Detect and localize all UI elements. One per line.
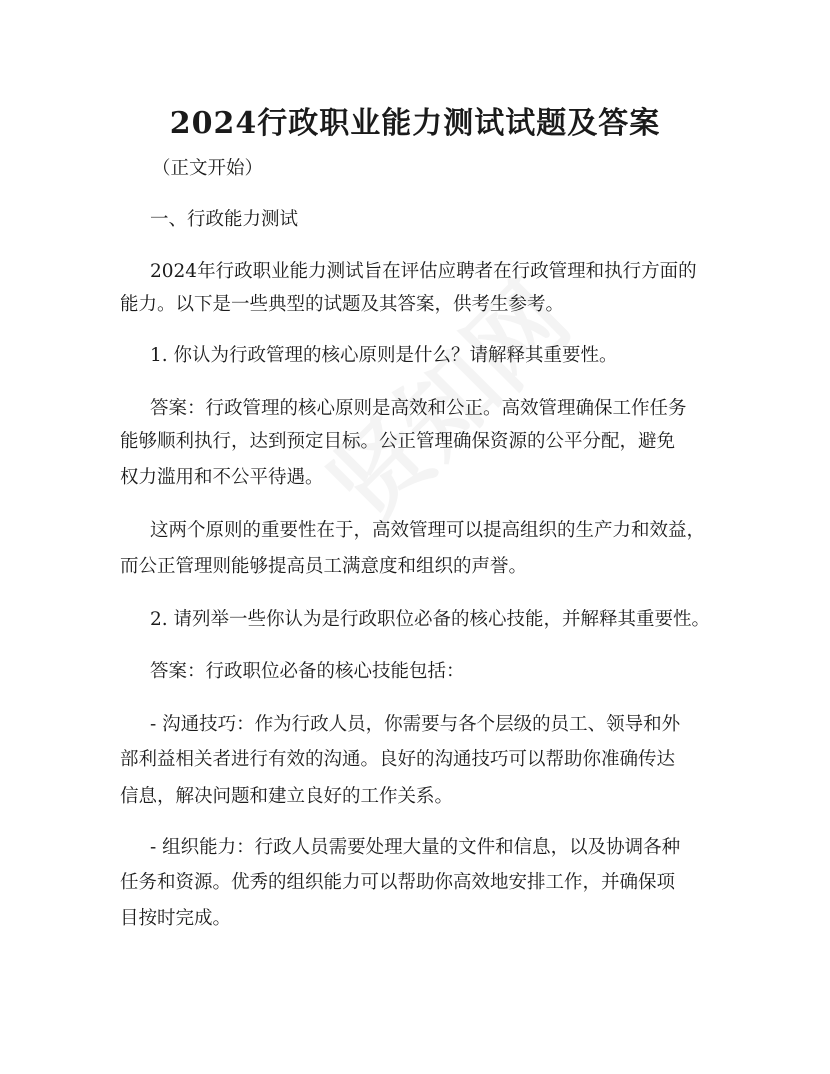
list-item-line: 任务和资源。优秀的组织能力可以帮助你高效地安排工作，并确保项	[120, 872, 676, 893]
section-heading: 一、行政能力测试	[150, 209, 299, 230]
list-item-line: 部利益相关者进行有效的沟通。良好的沟通技巧可以帮助你准确传达	[120, 749, 676, 770]
answer-line: 权力滥用和不公平待遇。	[120, 467, 324, 488]
list-item-line: 目按时完成。	[120, 908, 232, 929]
answer-line: 能够顺利执行，达到预定目标。公正管理确保资源的公平分配，避免	[120, 431, 676, 452]
paragraph-line: 而公正管理则能够提高员工满意度和组织的声誉。	[120, 556, 528, 577]
answer-line: 答案：行政职位必备的核心技能包括：	[150, 661, 465, 682]
question-line: 2. 请列举一些你认为是行政职位必备的核心技能，并解释其重要性。	[150, 609, 711, 630]
paragraph-line: 2024年行政职业能力测试旨在评估应聘者在行政管理和执行方面的	[150, 261, 697, 282]
paragraph-line: 这两个原则的重要性在于，高效管理可以提高组织的生产力和效益，	[150, 520, 706, 541]
list-item-line: - 沟通技巧：作为行政人员，你需要与各个层级的员工、领导和外	[150, 714, 681, 735]
answer-line: 答案：行政管理的核心原则是高效和公正。高效管理确保工作任务	[150, 398, 687, 419]
list-item-line: 信息，解决问题和建立良好的工作关系。	[120, 786, 454, 807]
document-title: 2024行政职业能力测试试题及答案	[169, 106, 661, 141]
list-item-line: - 组织能力：行政人员需要处理大量的文件和信息，以及协调各种	[150, 837, 681, 858]
question-line: 1. 你认为行政管理的核心原则是什么？请解释其重要性。	[150, 345, 618, 366]
text-start-marker: （正文开始）	[152, 158, 264, 179]
paragraph-line: 能力。以下是一些典型的试题及其答案，供考生参考。	[120, 294, 565, 315]
